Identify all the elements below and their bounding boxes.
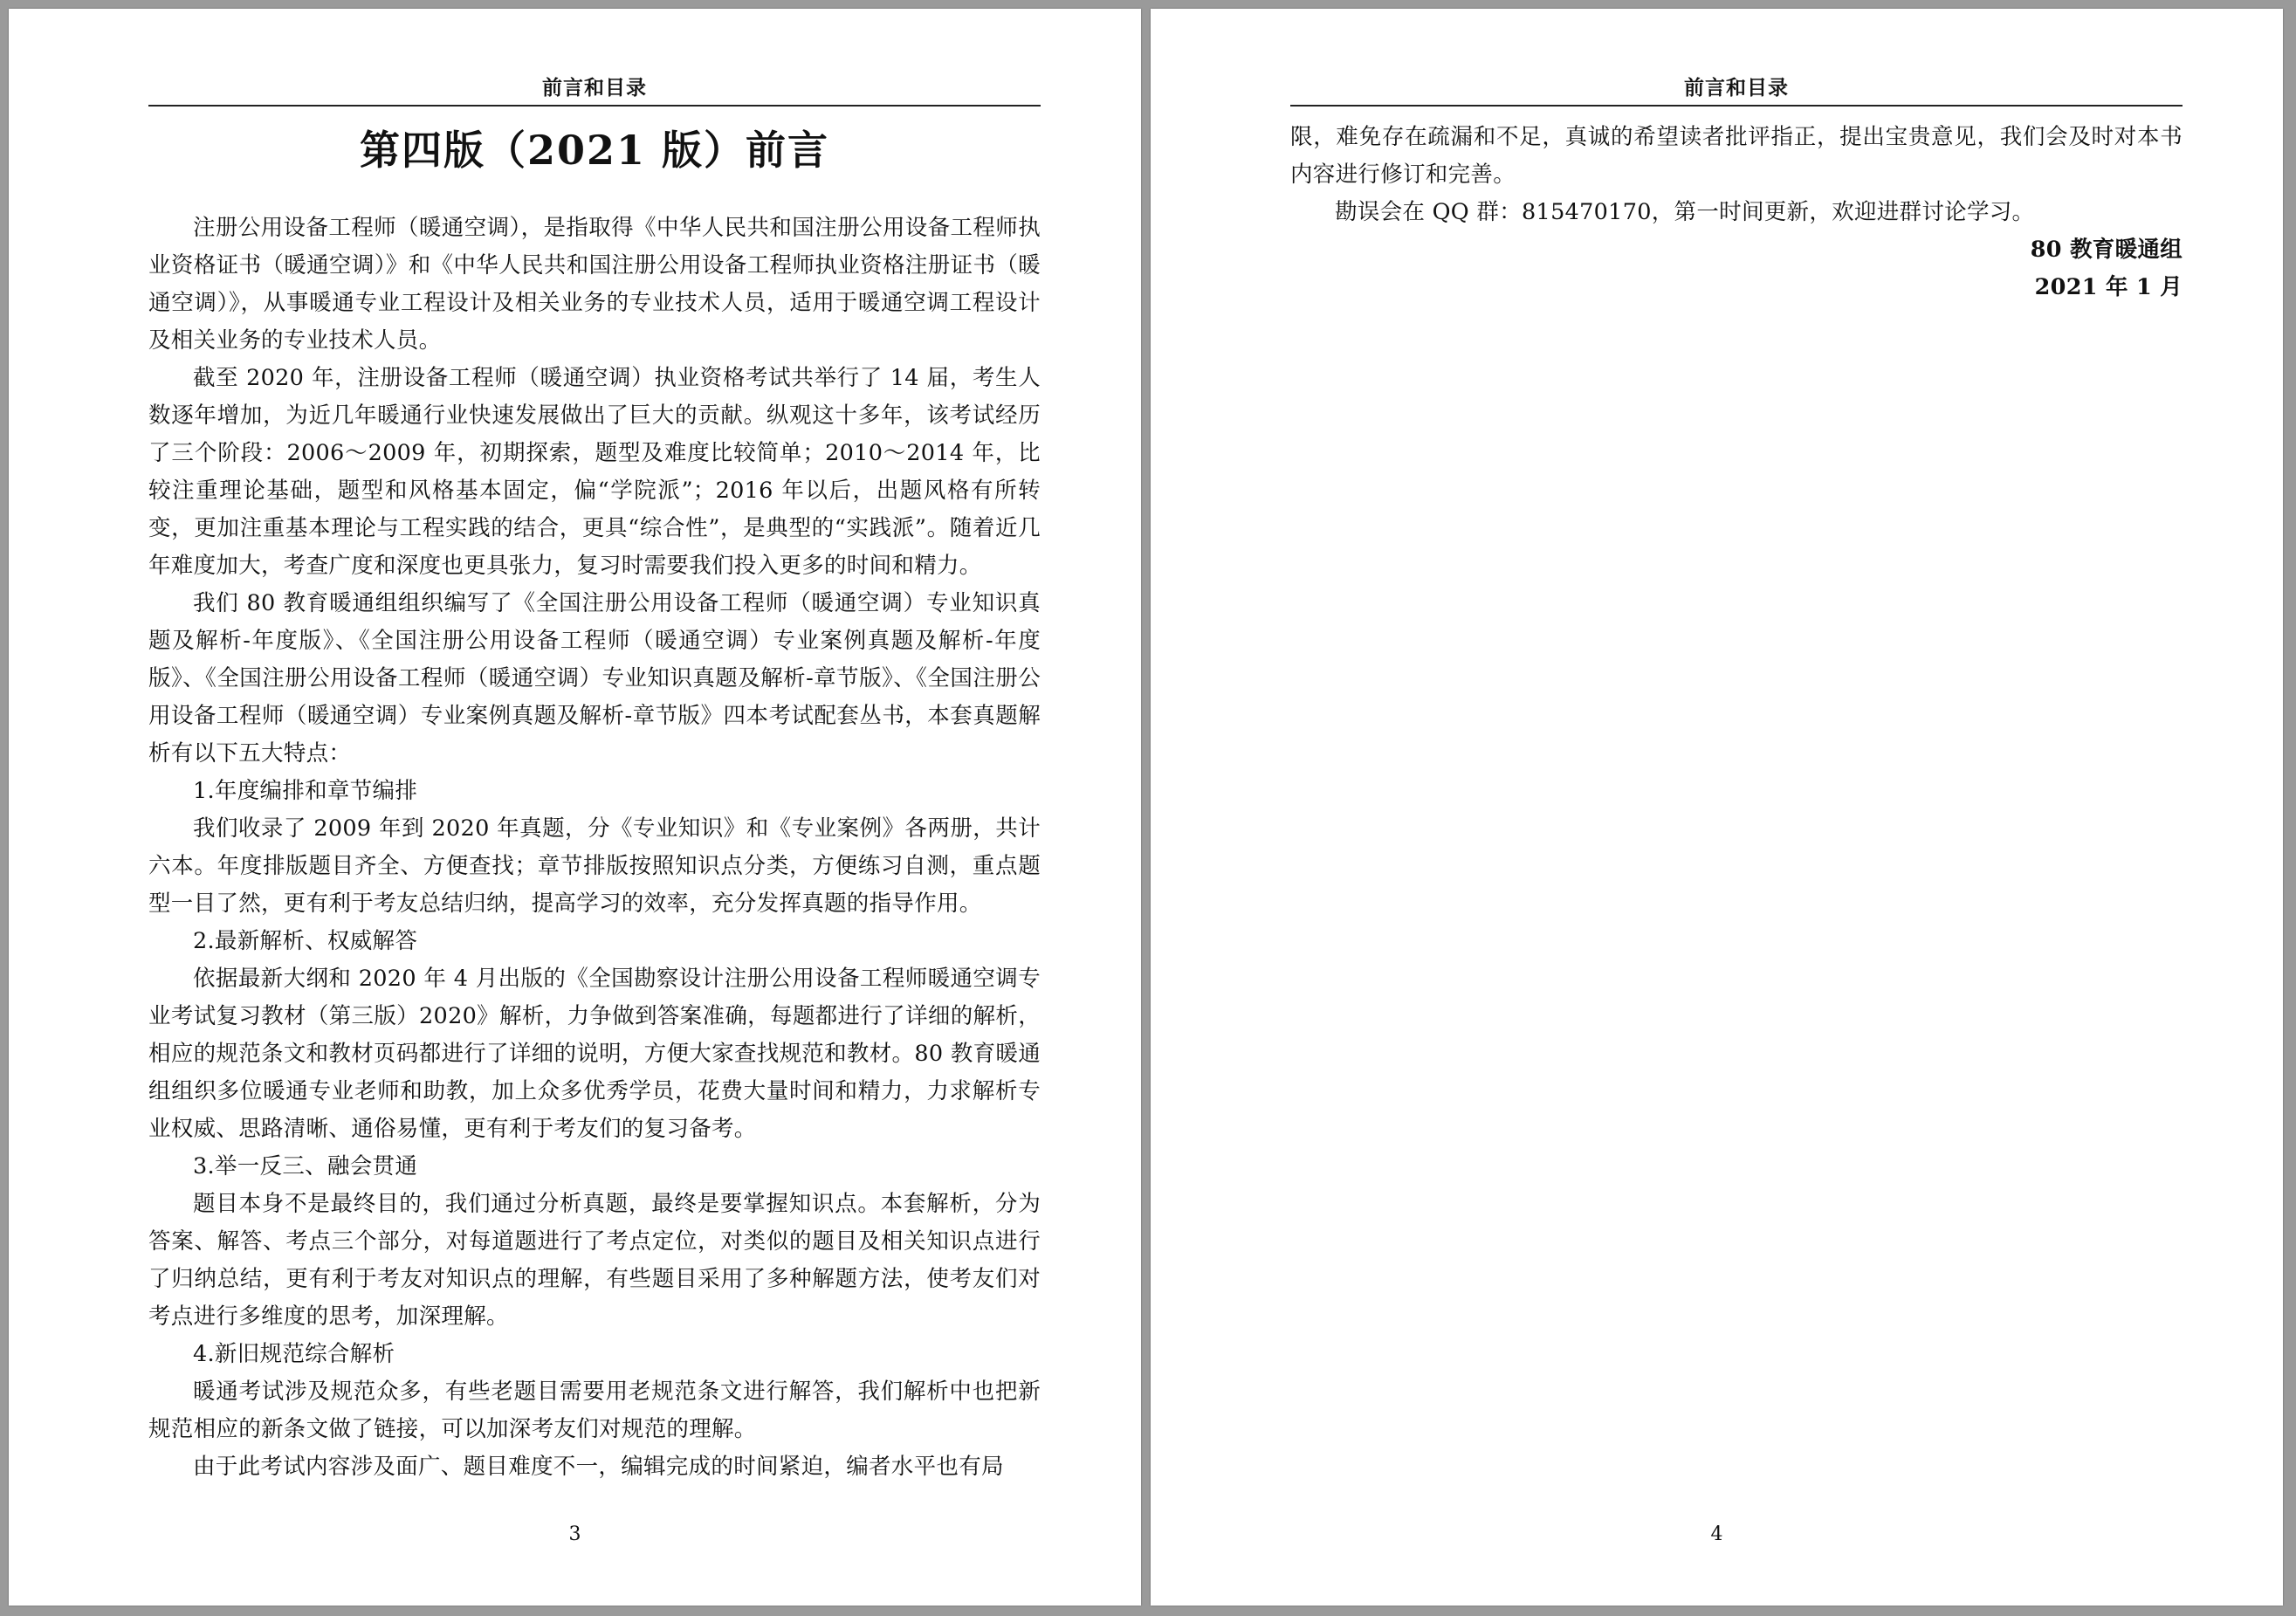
section-text: 题目本身不是最终目的，我们通过分析真题，最终是要掌握知识点。本套解析，分为答案、解答、考点三个部分，对每道题进行了考点定位，对类似的题目及相关知识点进行了归纳总结，更有利于考友对知识点的理解，有些题目采用了多种解题方法，使考友们对考点进行多维度的思考，加深理解。: [148, 1191, 1041, 1330]
signature: 80 教育暖通组: [2030, 237, 2183, 263]
section-heading: 4.新旧规范综合解析: [193, 1341, 395, 1367]
page-number: 3: [568, 1523, 581, 1545]
page-number: 4: [1710, 1523, 1723, 1545]
paragraph-intro: 注册公用设备工程师（暖通空调），是指取得《中华人民共和国注册公用设备工程师执业资格证书（暖通空调）》和《中华人民共和国注册公用设备工程师执业资格注册证书（暖通空调）》，从事暖通专业工程设计及相关业务的专业技术人员，适用于暖通空调工程设计及相关业务的专业技术人员。: [148, 215, 1041, 354]
body-text: [1290, 119, 2183, 306]
running-head: 前言和目录: [542, 76, 647, 100]
page-4: [1151, 9, 2283, 1606]
section-heading: 3.举一反三、融会贯通: [193, 1153, 418, 1179]
header-rule: [1290, 105, 2183, 107]
paragraph-errata: 勘误会在 QQ 群：815470170，第一时间更新，欢迎进群讨论学习。: [1335, 199, 2035, 225]
running-head: 前言和目录: [1684, 76, 1789, 100]
page-3: [9, 9, 1141, 1606]
paragraph-books: 我们 80 教育暖通组组织编写了《全国注册公用设备工程师（暖通空调）专业知识真题及解析-年度版》、《全国注册公用设备工程师（暖通空调）专业案例真题及解析-年度版》、《全国注册公用设备工程师（暖通空调）专业知识真题及解析-章节版》、《全国注册公用设备工程师（暖通空调）专业案例真题及解析-章节版》四本考试配套丛书，本套真题解析有以下五大特点：: [148, 590, 1041, 767]
section-text: 我们收录了 2009 年到 2020 年真题，分《专业知识》和《专业案例》各两册，共计六本。年度排版题目齐全、方便查找；章节排版按照知识点分类，方便练习自测，重点题型一目了然，更有利于考友总结归纳，提高学习的效率，充分发挥真题的指导作用。: [148, 815, 1041, 917]
header-rule: [148, 105, 1041, 107]
paragraph-continuation: 限，难免存在疏漏和不足，真诚的希望读者批评指正，提出宝贵意见，我们会及时对本书内容进行修订和完善。: [1290, 124, 2183, 188]
section-heading: 1.年度编排和章节编排: [193, 778, 418, 804]
page-title: 第四版（2021 版）前言: [359, 127, 830, 174]
paragraph-closing: 由于此考试内容涉及面广、题目难度不一，编辑完成的时间紧迫，编者水平也有局: [193, 1454, 1004, 1480]
date: 2021 年 1 月: [2034, 274, 2183, 300]
body-text: [148, 210, 1041, 1486]
section-heading: 2.最新解析、权威解答: [193, 928, 418, 954]
paragraph-history: 截至 2020 年，注册设备工程师（暖通空调）执业资格考试共举行了 14 届，考生人数逐年增加，为近几年暖通行业快速发展做出了巨大的贡献。纵观这十多年，该考试经历了三个阶段：2006～2009 年，初期探索，题型及难度比较简单；2010～2014 年，比较注重理论基础，题型和风格基本固定，偏“学院派”；2016 年以后，出题风格有所转变，更加注重基本理论与工程实践的结合，更具“综合性”，是典型的“实践派”。随着近几年难度加大，考查广度和深度也更具张力，复习时需要我们投入更多的时间和精力。: [148, 365, 1041, 579]
section-text: 依据最新大纲和 2020 年 4 月出版的《全国勘察设计注册公用设备工程师暖通空调专业考试复习教材（第三版）2020》解析，力争做到答案准确，每题都进行了详细的解析，相应的规范条文和教材页码都进行了详细的说明，方便大家查找规范和教材。80 教育暖通组组织多位暖通专业老师和助教，加上众多优秀学员，花费大量时间和精力，力求解析专业权威、思路清晰、通俗易懂，更有利于考友们的复习备考。: [148, 966, 1041, 1142]
section-text: 暖通考试涉及规范众多，有些老题目需要用老规范条文进行解答，我们解析中也把新规范相应的新条文做了链接，可以加深考友们对规范的理解。: [148, 1379, 1041, 1442]
